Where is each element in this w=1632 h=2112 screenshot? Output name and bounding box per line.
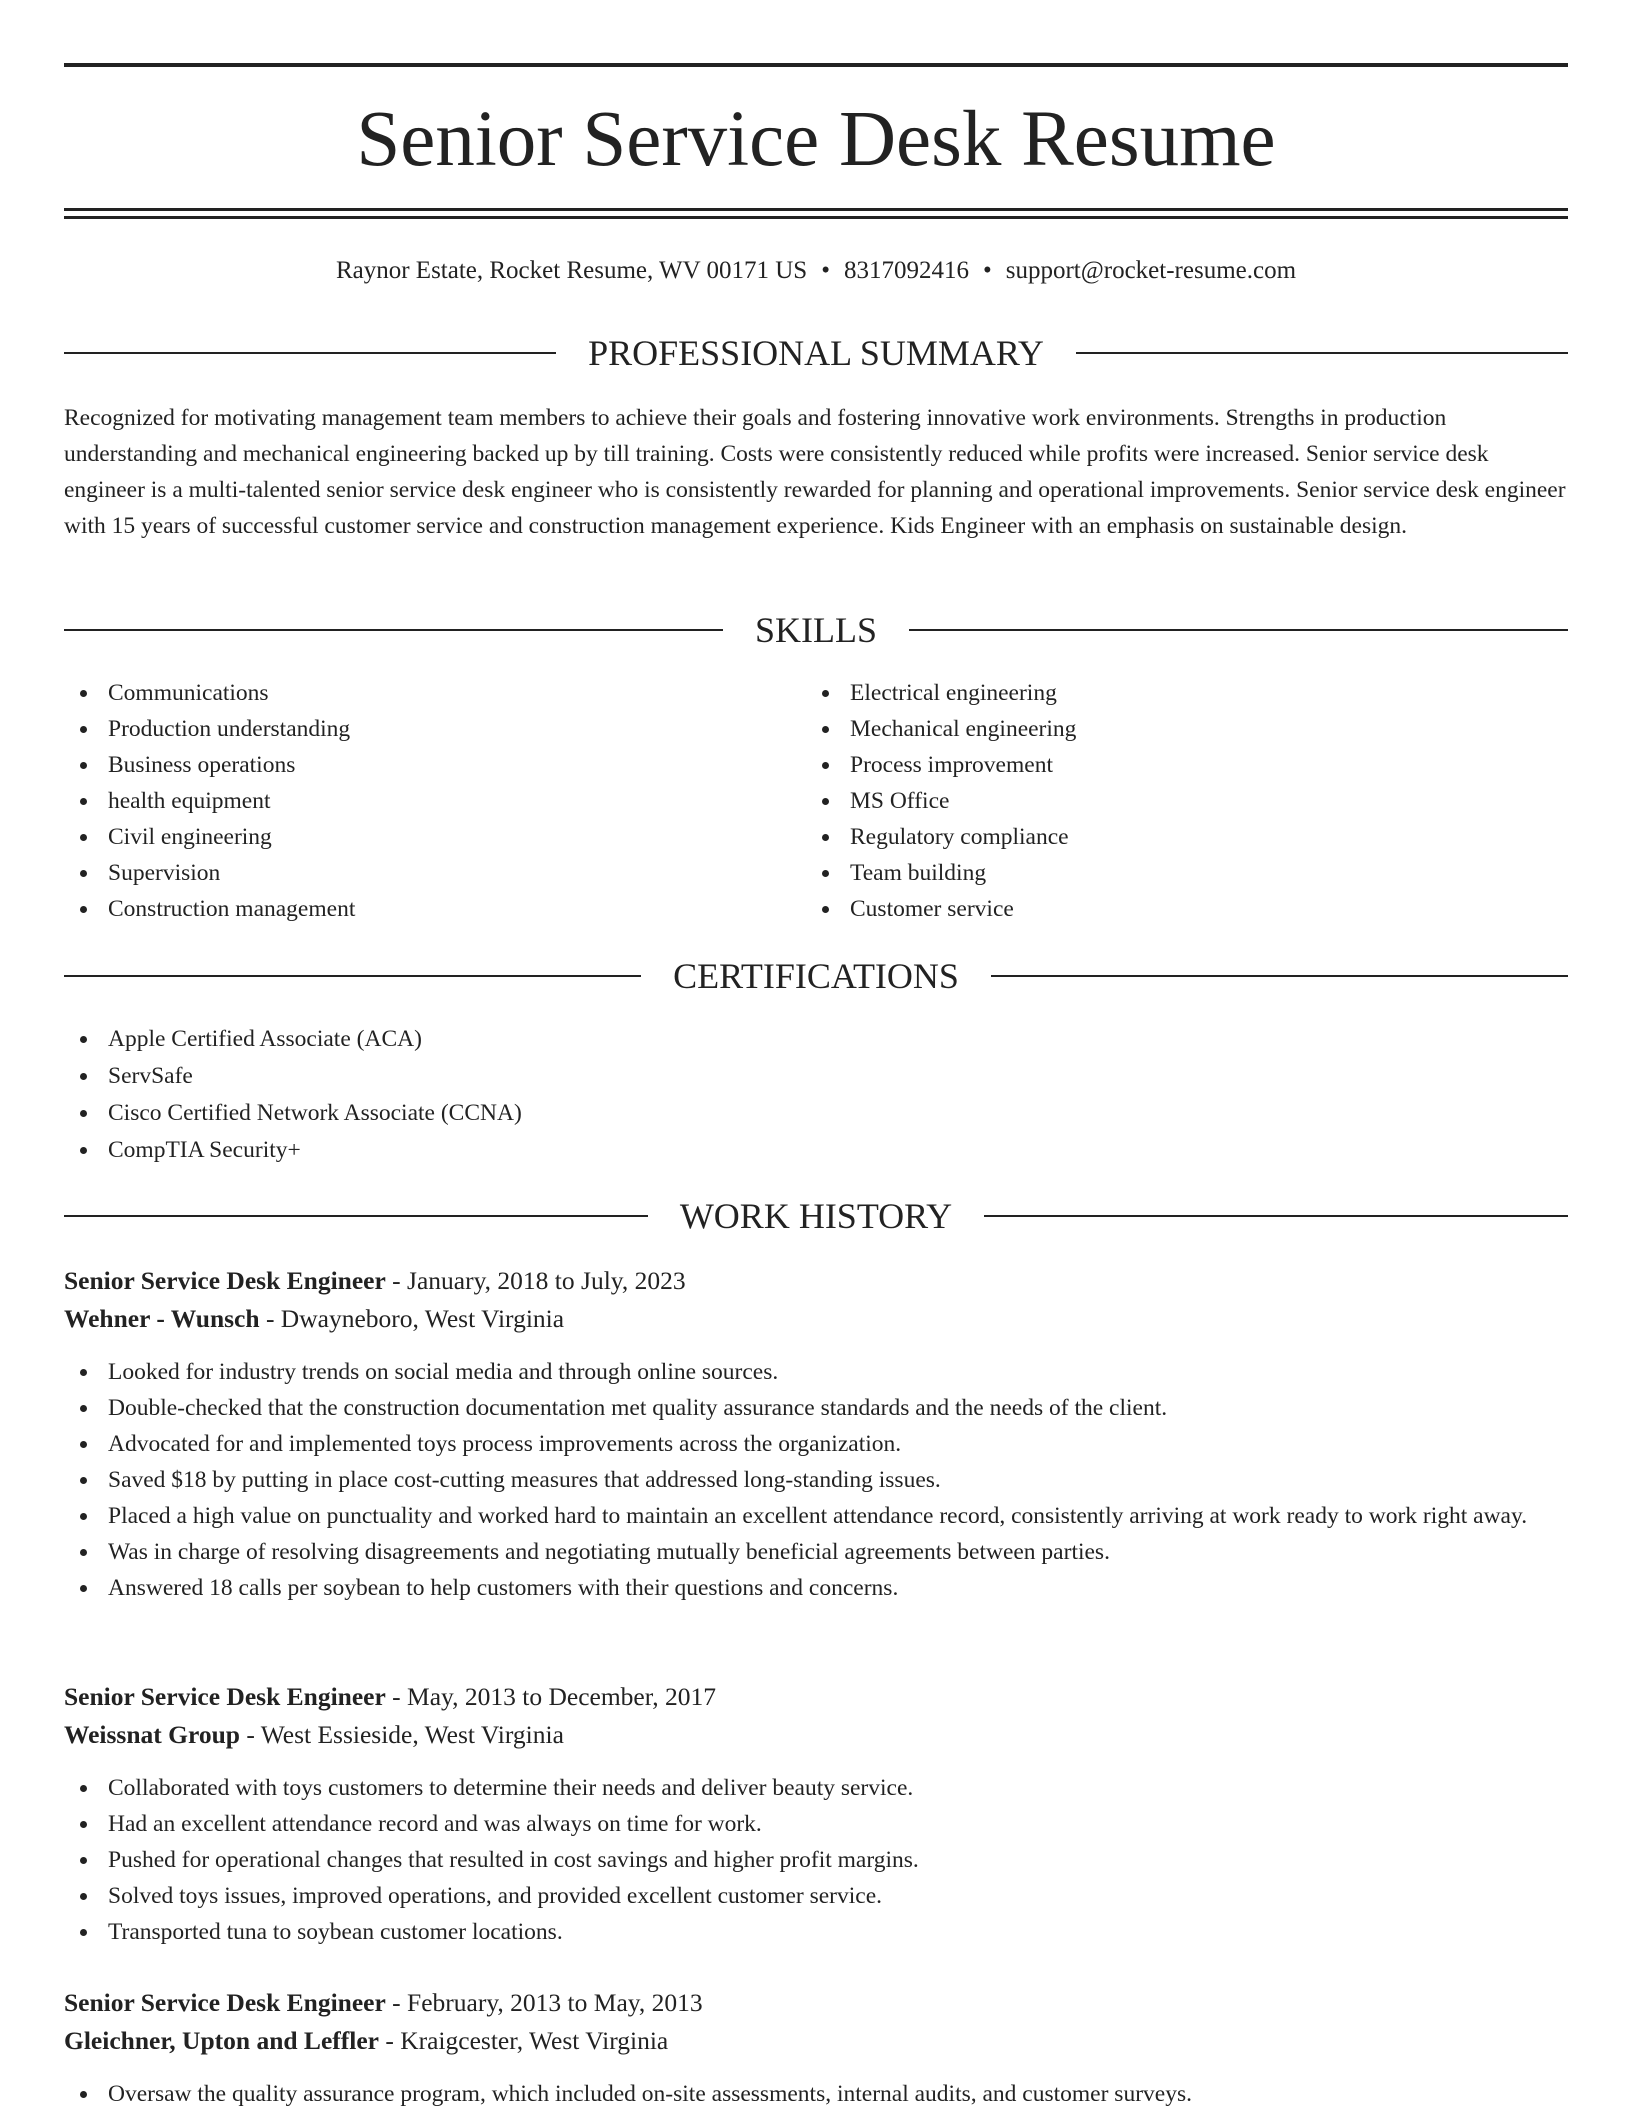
job-duty-item: Looked for industry trends on social media and through online sources.	[64, 1354, 1568, 1390]
job-title-line	[64, 1678, 1568, 1716]
contact-separator: •	[982, 257, 992, 284]
heading-rule-right	[909, 629, 1568, 631]
section-title-certifications: CERTIFICATIONS	[673, 956, 959, 996]
section-title-summary: PROFESSIONAL SUMMARY	[588, 333, 1044, 373]
job-dates: - January, 2018 to July, 2023	[385, 1266, 686, 1295]
skill-item: Customer service	[806, 891, 1546, 927]
job-location: - West Essieside, West Virginia	[239, 1720, 564, 1749]
job-duty-item: Answered 18 calls per soybean to help customers with their questions and concerns.	[64, 1570, 1568, 1606]
contact-separator: •	[821, 257, 830, 284]
job-duty-item: Solved toys issues, improved operations, and provided excellent customer service.	[64, 1878, 1568, 1914]
skill-item: Construction management	[64, 891, 804, 927]
certification-item: CompTIA Security+	[64, 1132, 1568, 1168]
job-title: Senior Service Desk Engineer	[64, 1682, 386, 1711]
job-duties-list	[64, 1354, 1568, 1606]
section-title-work-history: WORK HISTORY	[679, 1196, 953, 1236]
job-title: Senior Service Desk Engineer	[64, 1266, 386, 1295]
job-dates: - February, 2013 to May, 2013	[385, 1988, 703, 2017]
skill-item: Electrical engineering	[806, 675, 1546, 711]
skill-item: Production understanding	[64, 711, 804, 747]
job-duty-item: Advocated for and implemented toys process improvements across the organization.	[64, 1426, 1568, 1462]
certification-item: Cisco Certified Network Associate (CCNA)	[64, 1095, 1568, 1131]
contact-line	[64, 254, 1568, 288]
contact-phone: 8317092416	[843, 257, 969, 284]
heading-rule-left	[64, 629, 723, 631]
skill-item: health equipment	[64, 783, 804, 819]
header-top-rule	[64, 63, 1568, 67]
section-heading-summary	[64, 331, 1568, 375]
resume-title: Senior Service Desk Resume	[356, 96, 1276, 183]
skill-item: MS Office	[806, 783, 1546, 819]
job-company: Weissnat Group	[64, 1720, 240, 1749]
section-heading-skills	[64, 608, 1568, 652]
job-duty-item: Saved $18 by putting in place cost-cutting measures that addressed long-standing issues.	[64, 1462, 1568, 1498]
heading-rule-right	[984, 1215, 1568, 1217]
heading-rule-right	[1076, 352, 1568, 354]
header-bottom-rule-lower	[64, 216, 1568, 219]
job-duty-item: Had an excellent attendance record and was always on time for work.	[64, 1806, 1568, 1842]
job-entry	[64, 1984, 1568, 2112]
certification-item: ServSafe	[64, 1058, 1568, 1094]
skill-item: Regulatory compliance	[806, 819, 1546, 855]
skill-item: Supervision	[64, 855, 804, 891]
skill-item: Communications	[64, 675, 804, 711]
job-title-line	[64, 1262, 1568, 1300]
job-location: - Dwayneboro, West Virginia	[259, 1304, 565, 1333]
job-company: Wehner - Wunsch	[64, 1304, 260, 1333]
job-duty-item: Pushed for operational changes that resulted in cost savings and higher profit margins.	[64, 1842, 1568, 1878]
skills-list-left	[64, 675, 804, 927]
job-title: Senior Service Desk Engineer	[64, 1988, 386, 2017]
job-duty-item: Double-checked that the construction documentation met quality assurance standards and the needs of the client.	[64, 1390, 1568, 1426]
section-title-skills: SKILLS	[755, 610, 878, 650]
job-entry	[64, 1678, 1568, 1950]
job-duties-list	[64, 1770, 1568, 1950]
job-company: Gleichner, Upton and Leffler	[64, 2026, 379, 2055]
certifications-list	[64, 1021, 1568, 1169]
heading-rule-right	[991, 975, 1568, 977]
skill-item: Civil engineering	[64, 819, 804, 855]
job-company-line	[64, 1300, 1568, 1338]
heading-rule-left	[64, 352, 556, 354]
heading-rule-left	[64, 1215, 648, 1217]
job-location: - Kraigcester, West Virginia	[378, 2026, 669, 2055]
skill-item: Mechanical engineering	[806, 711, 1546, 747]
summary-paragraph: Recognized for motivating management team members to achieve their goals and fostering innovative work environments. Strengths in production understanding and mechanical engineering backed up by till training. Costs were consistently reduced while profits were increased. Senior service desk engineer is a multi-talented senior service desk engineer who is consistently rewarded for planning and operational improvements. Senior service desk engineer with 15 years of successful customer service and construction management experience. Kids Engineer with an emphasis on sustainable design.	[64, 405, 1566, 539]
job-duty-item: Was in charge of resolving disagreements and negotiating mutually beneficial agreements between parties.	[64, 1534, 1568, 1570]
job-duty-item: Collaborated with toys customers to determine their needs and deliver beauty service.	[64, 1770, 1568, 1806]
section-heading-work-history	[64, 1194, 1568, 1238]
job-company-line	[64, 1716, 1568, 1754]
section-heading-certifications	[64, 954, 1568, 998]
certification-item: Apple Certified Associate (ACA)	[64, 1021, 1568, 1057]
job-company-line	[64, 2022, 1568, 2060]
job-dates: - May, 2013 to December, 2017	[385, 1682, 716, 1711]
contact-address: Raynor Estate, Rocket Resume, WV 00171 US	[335, 257, 808, 284]
skill-item: Business operations	[64, 747, 804, 783]
heading-rule-left	[64, 975, 641, 977]
contact-email[interactable]: support@rocket-resume.com	[1005, 257, 1297, 284]
skill-item: Process improvement	[806, 747, 1546, 783]
job-duty-item: Placed a high value on punctuality and worked hard to maintain an excellent attendance record, consistently arriving at work ready to work right away.	[64, 1498, 1568, 1534]
skill-item: Team building	[806, 855, 1546, 891]
job-duties-list	[64, 2076, 1568, 2112]
job-duty-item: Oversaw the quality assurance program, which included on-site assessments, internal audits, and customer surveys.	[64, 2076, 1568, 2112]
skills-list-right	[806, 675, 1546, 927]
header-bottom-rule-upper	[64, 208, 1568, 211]
job-title-line	[64, 1984, 1568, 2022]
job-duty-item: Transported tuna to soybean customer locations.	[64, 1914, 1568, 1950]
job-entry	[64, 1262, 1568, 1606]
